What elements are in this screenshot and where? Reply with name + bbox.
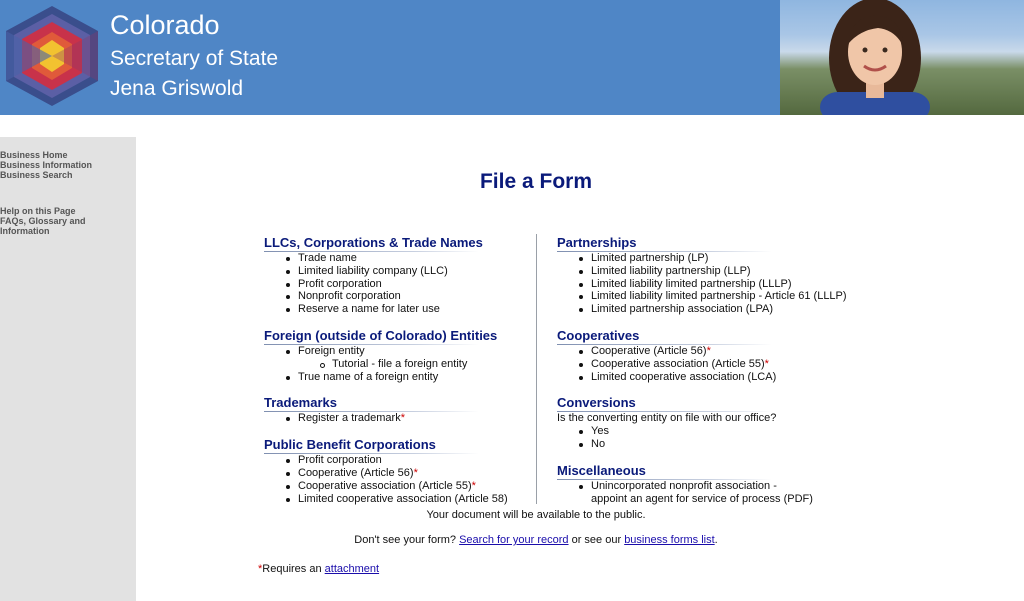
form-link-pbc-cooperative-association-55[interactable] [298,480,536,493]
form-link-label[interactable]: Cooperative association (Article 55) [298,479,472,492]
header-title-secretary-of-state: Secretary of State [110,47,279,70]
section-partnerships [557,234,887,316]
form-link-pbc-profit-corporation[interactable]: Profit corporation [298,454,536,467]
sidebar-link-business-home[interactable]: Business Home [0,150,68,160]
column-divider [536,234,537,504]
dont-see-suffix: . [714,534,718,546]
form-link-lca[interactable]: Limited cooperative association (LCA) [591,371,887,384]
secretary-portrait-image [800,0,950,115]
section-heading: Cooperatives [557,327,640,343]
section-foreign-entities [264,327,536,383]
section-heading: LLCs, Corporations & Trade Names [264,235,483,250]
header-title-colorado: Colorado [110,10,220,40]
conversion-yes-link[interactable]: Yes [591,425,887,438]
form-link-cooperative-56[interactable] [591,345,887,358]
section-miscellaneous [557,462,887,506]
required-attachment-marker: * [471,479,476,492]
conversion-question: Is the converting entity on file with our office? [557,412,777,425]
required-attachment-marker: * [413,466,418,479]
form-link-unincorporated-nonprofit-agent[interactable] [591,480,887,506]
form-link-cooperative-association-55[interactable] [591,358,887,371]
sidebar-link-business-information[interactable]: Business Information [0,160,93,170]
required-attachment-marker: * [400,412,405,425]
search-for-record-link[interactable]: Search for your record [459,534,569,546]
sidebar-business-links [0,150,136,180]
section-heading: Trademarks [264,395,337,411]
public-notice: Your document will be available to the public. [426,509,646,521]
required-attachment-marker: * [764,357,769,370]
left-form-column [264,234,536,505]
form-link-label[interactable]: Cooperative association (Article 55) [591,357,765,370]
form-link-trade-name[interactable]: Trade name [298,252,536,265]
requires-text: Requires an [262,563,322,575]
form-link-lllp-article-61[interactable]: Limited liability limited partnership - Article 61 (LLLP) [591,290,887,303]
sidebar-help-links [0,206,136,236]
form-link-lpa[interactable]: Limited partnership association (LPA) [591,303,887,316]
dont-see-middle: or see our [571,534,622,546]
form-link-reserve-name[interactable]: Reserve a name for later use [298,303,536,316]
section-heading: Public Benefit Corporations [264,437,436,453]
conversion-no-link[interactable]: No [591,438,887,451]
form-link-label-line1[interactable]: Unincorporated nonprofit association - [591,479,777,492]
section-conversions [557,394,887,451]
form-link-label[interactable]: Cooperative (Article 56) [591,344,707,357]
form-link-lp[interactable]: Limited partnership (LP) [591,252,887,265]
dont-see-form-line [136,534,936,546]
form-link-foreign-entity[interactable] [298,345,536,371]
form-link-llc[interactable]: Limited liability company (LLC) [298,265,536,278]
form-link-pbc-limited-cooperative-58[interactable]: Limited cooperative association (Article 58) [298,493,536,506]
required-attachment-marker: * [706,344,711,357]
section-heading: Conversions [557,395,636,411]
form-link-profit-corporation[interactable]: Profit corporation [298,278,536,291]
form-link-true-name-foreign-entity[interactable]: True name of a foreign entity [298,371,536,384]
page-title: File a Form [479,170,593,193]
required-attachment-marker: * [258,563,263,575]
form-link-label[interactable]: Register a trademark [298,412,401,425]
form-link-label-line2[interactable]: appoint an agent for service of process (PDF) [591,492,813,505]
form-link-pbc-cooperative-56[interactable] [298,467,536,480]
form-link-register-trademark[interactable] [298,412,536,425]
form-link-label[interactable]: Foreign entity [298,344,365,357]
form-link-lllp[interactable]: Limited liability limited partnership (LLLP) [591,278,887,291]
section-heading: Partnerships [557,235,637,250]
business-forms-list-link[interactable]: business forms list [624,534,715,546]
header-title-official-name: Jena Griswold [110,77,244,100]
section-heading: Foreign (outside of Colorado) Entities [264,327,498,343]
colorado-state-logo-icon[interactable] [6,6,98,106]
section-llcs-corporations [264,234,536,316]
sidebar-link-business-search[interactable]: Business Search [0,170,73,180]
dont-see-prefix: Don't see your form? [354,534,457,546]
form-link-nonprofit-corporation[interactable]: Nonprofit corporation [298,290,536,303]
form-link-llp[interactable]: Limited liability partnership (LLP) [591,265,887,278]
site-header [0,0,1024,115]
form-link-label[interactable]: Cooperative (Article 56) [298,466,414,479]
section-public-benefit-corporations [264,436,536,505]
right-form-column [557,234,887,506]
section-cooperatives [557,327,887,383]
sidebar-link-faqs-glossary[interactable]: FAQs, Glossary and Information [0,216,86,236]
attachment-link[interactable]: attachment [324,563,380,575]
left-sidebar [0,137,136,601]
sidebar-link-help-on-this-page[interactable]: Help on this Page [0,206,76,216]
section-heading: Miscellaneous [557,462,646,478]
section-trademarks [264,394,536,425]
requires-attachment-note [258,563,379,575]
tutorial-link-foreign-entity[interactable]: Tutorial - file a foreign entity [332,358,536,371]
